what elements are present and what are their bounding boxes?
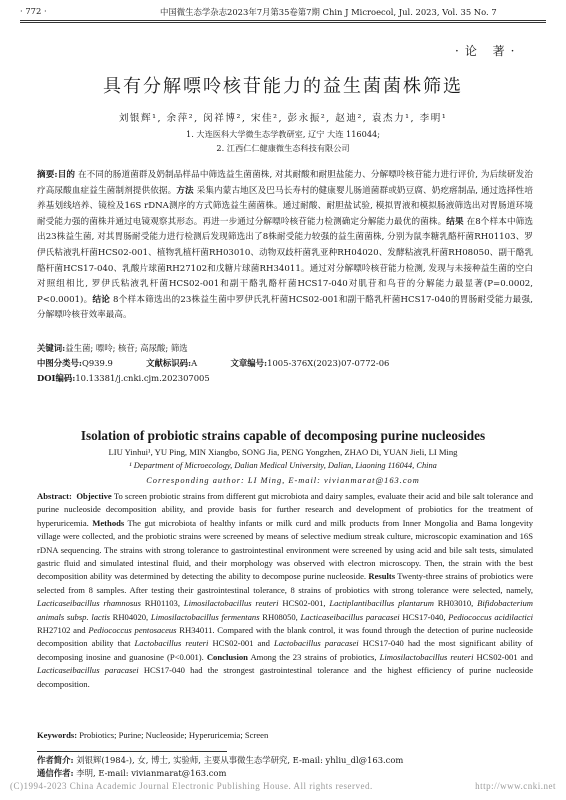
species-name: Lacticaseibacillus rhamnosus <box>37 598 141 609</box>
classification-line <box>37 357 389 369</box>
keywords-cn <box>37 342 188 354</box>
authors-en: LIU Yinhui¹, YU Ping, MIN Xiangbo, SONG Jia, PENG Yongzhen, ZHAO Di, YUAN Jieli, LI Ming <box>108 447 458 457</box>
results-en-text: RH08050, <box>259 611 301 622</box>
doc-code-value: A <box>191 358 198 368</box>
abstract-en <box>37 490 533 691</box>
title-en: Isolation of probiotic strains capable of decomposing purine nucleosides <box>80 428 486 443</box>
results-en-text: RH03010, <box>433 598 478 609</box>
article-number-value: 1005-376X(2023)07-0772-06 <box>267 358 390 368</box>
copyright-text: (C)1994-2023 China Academic Journal Electronic Publishing House. All rights reserved. <box>10 781 373 791</box>
objective-label-en: Objective <box>76 491 112 501</box>
objective-label-cn: 目的 <box>57 170 76 180</box>
doc-code-label: 文献标识码: <box>146 358 192 368</box>
running-header <box>20 4 546 20</box>
conclusion-en-text: Among the 23 strains of probiotics, <box>247 651 380 662</box>
species-name: Lactobacillus reuteri <box>134 638 209 649</box>
article-number-label: 文章编号: <box>230 358 268 368</box>
results-en-text: HCS17-040 had the most significant ability of decomposing inosine and guanosine (P<0.001). <box>37 638 533 662</box>
species-name: Lactiplantibacillus plantarum <box>329 598 434 609</box>
species-name: Lactobacillus paracasei <box>273 638 359 649</box>
title-cn: 具有分解嘌呤核苷能力的益生菌菌株筛选 <box>103 76 463 97</box>
affiliation-cn-2: 2. 江西仁仁健康微生态科技有限公司 <box>216 143 350 153</box>
abstract-cn-label: 摘要: <box>37 170 58 180</box>
species-name: Lacticaseibacillus paracasei <box>300 611 400 622</box>
species-name: Limosilactobacillus reuteri <box>183 598 279 609</box>
objective-cn: 在不同的肠道菌群及奶制品样品中筛选益生菌菌株, 对其耐酸和耐胆盐能力、分解嘌呤核苷能力进行评价, 为后续研发治疗高尿酸血症益生菌制剂提供依据。 <box>37 170 533 196</box>
abstract-en-label: Abstract: <box>37 491 72 501</box>
results-label-cn: 结果 <box>446 216 464 227</box>
footnote-author <box>37 754 403 766</box>
author-bio-label: 作者简介: <box>37 755 74 765</box>
species-name: Limosilactobacillus reuteri <box>379 651 474 662</box>
keywords-en <box>37 730 268 740</box>
affiliation-en: ¹ Department of Microecology, Dalian Medical University, Dalian, Liaoning 116044, China <box>129 461 437 470</box>
results-en-text: RH01103, <box>140 598 184 609</box>
objective-en: To screen probiotic strains from different gut microbiota and dairy samples, evaluate their acid and bile salt tolerance and purine nucleoside decomposition ability, and provide basis for further research and development of probiotics for the treatment of hyperuricemia. <box>37 491 533 528</box>
species-name: Pediococcus acidilactici <box>448 611 534 622</box>
results-en-text: RH04020, <box>109 611 151 622</box>
conclusion-en-text: HCS17-040 had the strongest gastrointestinal tolerance and the highest efficiency of purine nucleoside decomposition. <box>37 665 534 689</box>
results-en-text: RH27102 and <box>37 625 89 636</box>
footnote-corresponding <box>37 767 226 779</box>
corresponding-contact: 李明, E-mail: vivianmarat@163.com <box>73 768 227 778</box>
header-rule-bottom <box>20 22 546 23</box>
affiliation-cn-1: 1. 大连医科大学微生态学教研室, 辽宁 大连 116044; <box>185 129 381 139</box>
corresponding-author-en: Corresponding author: LI Ming, E-mail: vivianmarat@163.com <box>146 476 420 485</box>
doi-value: 10.13381/j.cnki.cjm.202307005 <box>75 373 210 383</box>
results-label-en: Results <box>368 571 396 582</box>
results-en-text: HCS02-001 and <box>208 638 274 649</box>
results-cn: 在8个样本中筛选出23株益生菌, 对其胃肠耐受能力进行检测后发现筛选出了8株耐受能力较强的益生菌菌株, 分别为鼠李糖乳酪杆菌RH01103、罗伊氏粘液乳杆菌HCS02-001、植物乳植杆菌RH03010、动物双歧杆菌乳亚种RH04020、发酵粘液乳杆菌RH08050、副干酪乳酪杆菌HCS17-040、乳酸片球菌RH27102和戊糖片球菌RH34011。通过对分解嘌呤核苷能力检测, 发现与未接种益生菌的空白对照组相比, 罗伊氏粘液乳杆菌HCS02-001和副干酪乳酪杆菌HCS17-040对肌苷和鸟苷的分解能力最显著(P=0.0002, P<0.0001)。 <box>37 216 533 305</box>
keywords-cn-value: 益生菌; 嘌呤; 核苷; 高尿酸; 筛选 <box>65 343 188 353</box>
footnote-rule <box>37 751 227 752</box>
section-label: ·论 著· <box>455 44 521 58</box>
cnki-link[interactable]: http://www.cnki.net <box>475 781 556 791</box>
species-name: Bifidobacterium animals subsp. lactis <box>37 598 533 622</box>
page-number: · 772 · <box>20 6 47 16</box>
conclusion-label-en: Conclusion <box>206 651 248 662</box>
conclusion-en-text: HCS02-001 and <box>473 651 533 662</box>
corresponding-label: 通信作者: <box>37 768 74 778</box>
conclusion-cn: 8个样本筛选出的23株益生菌中罗伊氏乳杆菌HCS02-001和副干酪乳杆菌HCS17-040的胃肠耐受能力最强, 分解嘌呤核苷效率最高。 <box>37 294 533 321</box>
author-bio: 刘银辉(1984-), 女, 博士, 实验师, 主要从事微生态学研究, E-mail: yhliu_dl@163.com <box>73 755 404 765</box>
authors-cn: 刘银辉¹, 余萍², 闵祥博², 宋佳², 彭永振², 赵迪², 袁杰力¹, 李明¹ <box>118 113 448 124</box>
keywords-en-label: Keywords: <box>37 730 78 740</box>
species-name: Lacticaseibacillus paracasei <box>37 665 139 676</box>
doi-label: DOI编码: <box>37 373 76 383</box>
clc-label: 中图分类号: <box>37 358 82 368</box>
methods-en: The gut microbiota of healthy infants or milk curd and milk products from Inner Mongolia and Bama longevity village were collected, and the probiotic strains were screened by means of selective medium streak culture, microscopic examination and 16S rDNA sequencing. The strains with strong tolerance to gastrointestinal environment were screened by using acid and bile salt tests, simulated gastric fluid and simulated intestinal fluid, and their morphology was observed with electron microscopy. Then, the strain with the best decomposition ability was determined by detecting the ability to decompose purine nucleoside. <box>37 517 533 582</box>
results-en-text: HCS02-001, <box>278 598 330 609</box>
results-en-text: RH34011. Compared with the blank control, it was found through the detection of purine nucleoside decomposition ability that <box>37 625 533 649</box>
results-en-text: HCS17-040, <box>399 611 449 622</box>
clc-value: Q939.9 <box>81 358 113 368</box>
species-name: Limosilactobacillus fermentans <box>150 611 260 622</box>
copyright-watermark <box>10 781 556 791</box>
header-rule-top <box>20 20 546 21</box>
methods-label-en: Methods <box>92 517 125 528</box>
conclusion-label-cn: 结论 <box>92 294 111 305</box>
keywords-en-value: Probiotics; Purine; Nucleoside; Hyperuricemia; Screen <box>77 730 269 740</box>
species-name: Pediococcus pentosaceus <box>88 625 177 636</box>
abstract-cn <box>37 168 533 324</box>
results-en-text: Twenty-three strains of probiotics were selected from 8 samples. After testing their gastrointestinal tolerance, 8 strains of probiotics with strong tolerance were selected, namely, <box>37 571 534 595</box>
journal-citation: 中国微生态学杂志2023年7月第35卷第7期 Chin J Microecol, Jul. 2023, Vol. 35 No. 7 <box>160 7 497 17</box>
methods-label-cn: 方法 <box>176 185 194 196</box>
keywords-cn-label: 关键词: <box>37 343 66 353</box>
methods-cn: 采集内蒙古地区及巴马长寿村的健康婴儿肠道菌群或奶豆腐、奶疙瘩制品, 通过选择性培养基划线培养、镜检及16S rDNA测序的方式筛选益生菌菌株。通过耐酸、耐胆盐试验, 模拟胃液和模拟肠液筛选出对胃肠道环境耐受能力强的菌株并通过电镜观察其形态。再进一步通过分解嘌呤核苷能力检测确定分解能力最优的菌株。 <box>37 185 533 227</box>
doi-line <box>37 372 210 384</box>
